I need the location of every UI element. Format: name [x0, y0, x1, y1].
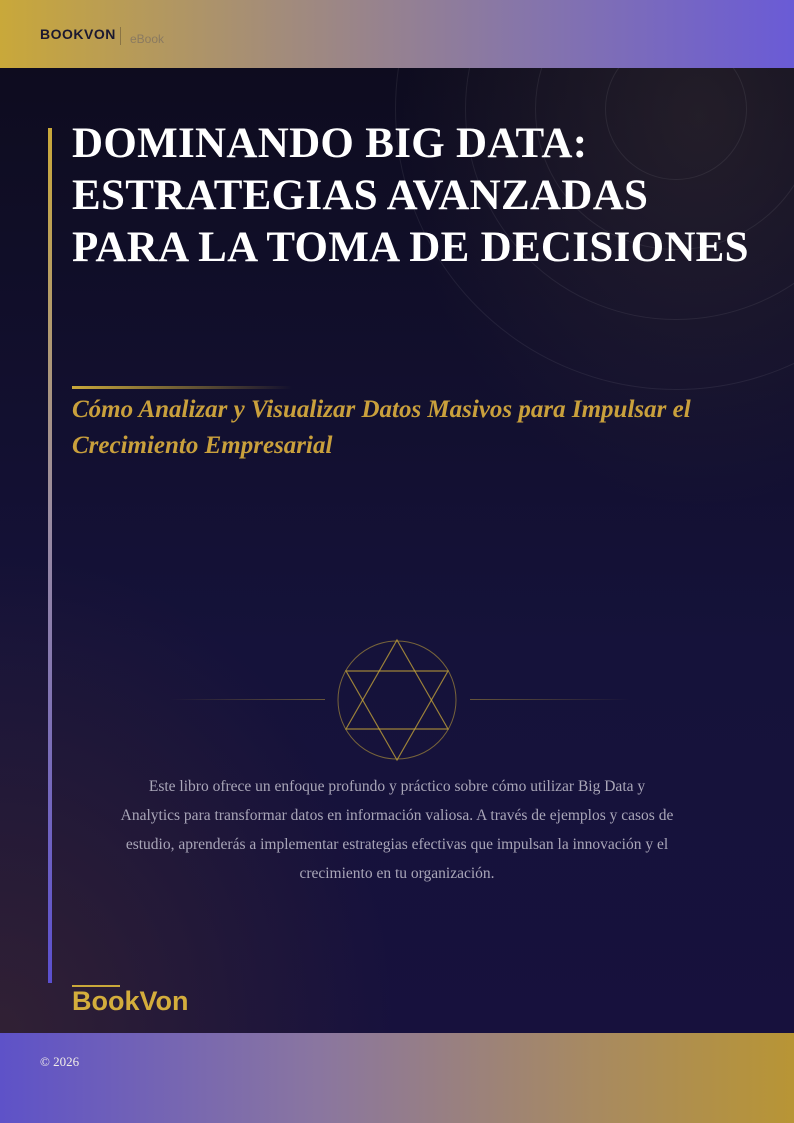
title-underline [72, 386, 292, 389]
header-brand: BOOKVON [40, 26, 116, 42]
book-subtitle: Cómo Analizar y Visualizar Datos Masivos para Impulsar el Crecimiento Empresarial [72, 396, 691, 459]
cover-main [0, 68, 794, 1033]
header-label: eBook [130, 32, 165, 46]
copyright-text: © 2026 [40, 1054, 80, 1069]
top-header-bar [0, 0, 794, 68]
header-divider [120, 27, 121, 45]
footer-bar [0, 1033, 794, 1123]
accent-vertical-bar [48, 128, 52, 983]
book-description: Este libro ofrece un enfoque profundo y práctico sobre cómo utilizar Big Data y Analytics para transformar datos en información valiosa. A través de ejemplos y casos de estudio, aprenderás a implementar estrategias efectivas que impulsan la innovación y el crecimiento en tu organización. [120, 778, 674, 882]
ornament-line-right [470, 699, 630, 700]
publisher-logo: BookVon [72, 986, 189, 1016]
book-title: DOMINANDO BIG DATA: ESTRATEGIAS AVANZADAS PARA LA TOMA DE DECISIONES [72, 120, 749, 271]
ornament-line-left [170, 699, 325, 700]
hexagram-icon [335, 638, 459, 767]
